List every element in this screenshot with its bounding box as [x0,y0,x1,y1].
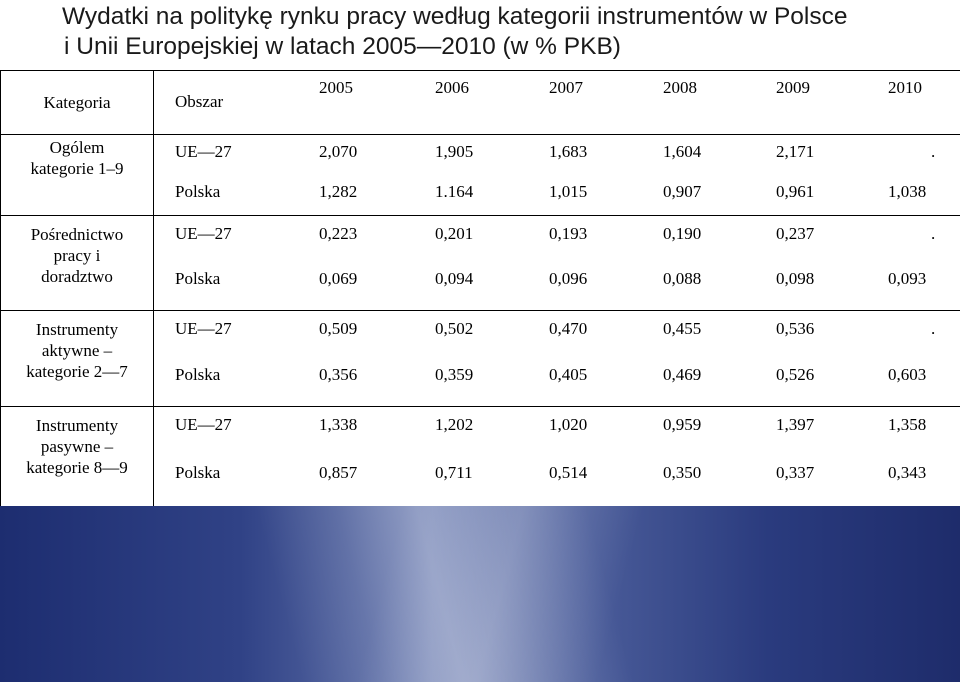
category-label: kategorie 1–9 [30,159,124,178]
value-cell: 0,470 [549,319,588,338]
value-cell: 1,683 [549,142,588,161]
value-cell: 0,857 [319,463,358,482]
category-label: doradztwo [41,267,113,286]
value-cell: 1,282 [319,182,358,201]
header-area-label: Obszar [175,92,224,111]
value-cell: 0,469 [663,365,702,384]
header-year: 2008 [663,78,697,97]
title-line-2: i Unii Europejskiej w latach 2005—2010 (w % PKB) [64,33,621,60]
title-line-1: Wydatki na politykę rynku pracy według kategorii instrumentów w Polsce [62,3,848,30]
value-cell: 0,237 [776,224,815,243]
header-years-row [154,77,960,99]
value-cell: 0,190 [663,224,702,243]
table-row [154,364,960,386]
area-label: UE—27 [175,142,232,161]
category-label: pracy i [53,246,101,265]
value-cell: 0,526 [776,365,815,384]
value-cell: 0,603 [888,365,927,384]
values-cell [154,216,960,311]
category-label: pasywne – [40,437,114,456]
decorative-footer-band [0,506,960,682]
value-cell: 1,202 [435,415,474,434]
category-cell [1,135,154,216]
expenditure-table [0,70,960,507]
header-year: 2007 [549,78,583,97]
value-cell: 0,455 [663,319,702,338]
value-cell: 0,359 [435,365,474,384]
table-row [154,181,960,203]
header-values-cell [154,71,960,135]
value-cell: 0,907 [663,182,702,201]
area-label: Polska [175,269,221,288]
value-cell: 0,098 [776,269,815,288]
value-cell: 1,397 [776,415,815,434]
category-label: Pośrednictwo [30,225,124,244]
value-cell: 2,171 [776,142,815,161]
header-category-cell [1,71,154,135]
table-group [1,216,960,311]
value-cell: 0,356 [319,365,358,384]
header-year: 2009 [776,78,810,97]
values-cell [154,407,960,507]
category-cell [1,407,154,507]
area-label: UE—27 [175,415,232,434]
value-cell: 0,350 [663,463,702,482]
area-label: UE—27 [175,319,232,338]
table-row [154,318,960,340]
value-cell: 1,358 [888,415,927,434]
value-cell: 0,711 [435,463,473,482]
header-year: 2010 [888,78,922,97]
value-cell: 0,509 [319,319,358,338]
table-group [1,311,960,407]
category-cell [1,311,154,407]
value-cell: . [931,142,936,161]
table-row [154,141,960,163]
value-cell: 1,020 [549,415,588,434]
value-cell: 0,094 [435,269,474,288]
table-group [1,407,960,507]
value-cell: 2,070 [319,142,358,161]
value-cell: 0,096 [549,269,588,288]
value-cell: 0,069 [319,269,358,288]
value-cell: 0,201 [435,224,474,243]
category-label: Instrumenty [35,416,119,435]
values-cell [154,311,960,407]
value-cell: 0,093 [888,269,927,288]
value-cell: 0,536 [776,319,815,338]
table-group [1,135,960,216]
value-cell: 0,337 [776,463,815,482]
values-cell [154,135,960,216]
value-cell: 0,961 [776,182,815,201]
slide-title [62,2,942,62]
category-label: aktywne – [41,341,113,360]
table-row [154,268,960,290]
value-cell: 1,015 [549,182,588,201]
value-cell: 0,959 [663,415,702,434]
header-year: 2006 [435,78,469,97]
table-row [154,462,960,484]
value-cell: 1,338 [319,415,358,434]
value-cell: 0,088 [663,269,702,288]
header-category-label: Kategoria [43,93,111,112]
value-cell: 1,905 [435,142,474,161]
category-cell [1,216,154,311]
area-label: Polska [175,182,221,201]
value-cell: 1.164 [435,182,474,201]
header-year: 2005 [319,78,353,97]
header-row [1,71,960,135]
category-label: kategorie 8—9 [26,458,128,477]
value-cell: 0,193 [549,224,588,243]
value-cell: 0,223 [319,224,358,243]
value-cell: . [931,319,936,338]
category-label: Instrumenty [35,320,119,339]
category-label: kategorie 2—7 [26,362,128,381]
area-label: Polska [175,365,221,384]
area-label: UE—27 [175,224,232,243]
area-label: Polska [175,463,221,482]
category-label: Ogólem [49,138,105,157]
value-cell: . [931,224,936,243]
value-cell: 0,514 [549,463,588,482]
value-cell: 1,604 [663,142,702,161]
value-cell: 0,405 [549,365,588,384]
value-cell: 0,502 [435,319,474,338]
table-row [154,414,960,436]
value-cell: 1,038 [888,182,927,201]
value-cell: 0,343 [888,463,927,482]
table-row [154,223,960,245]
